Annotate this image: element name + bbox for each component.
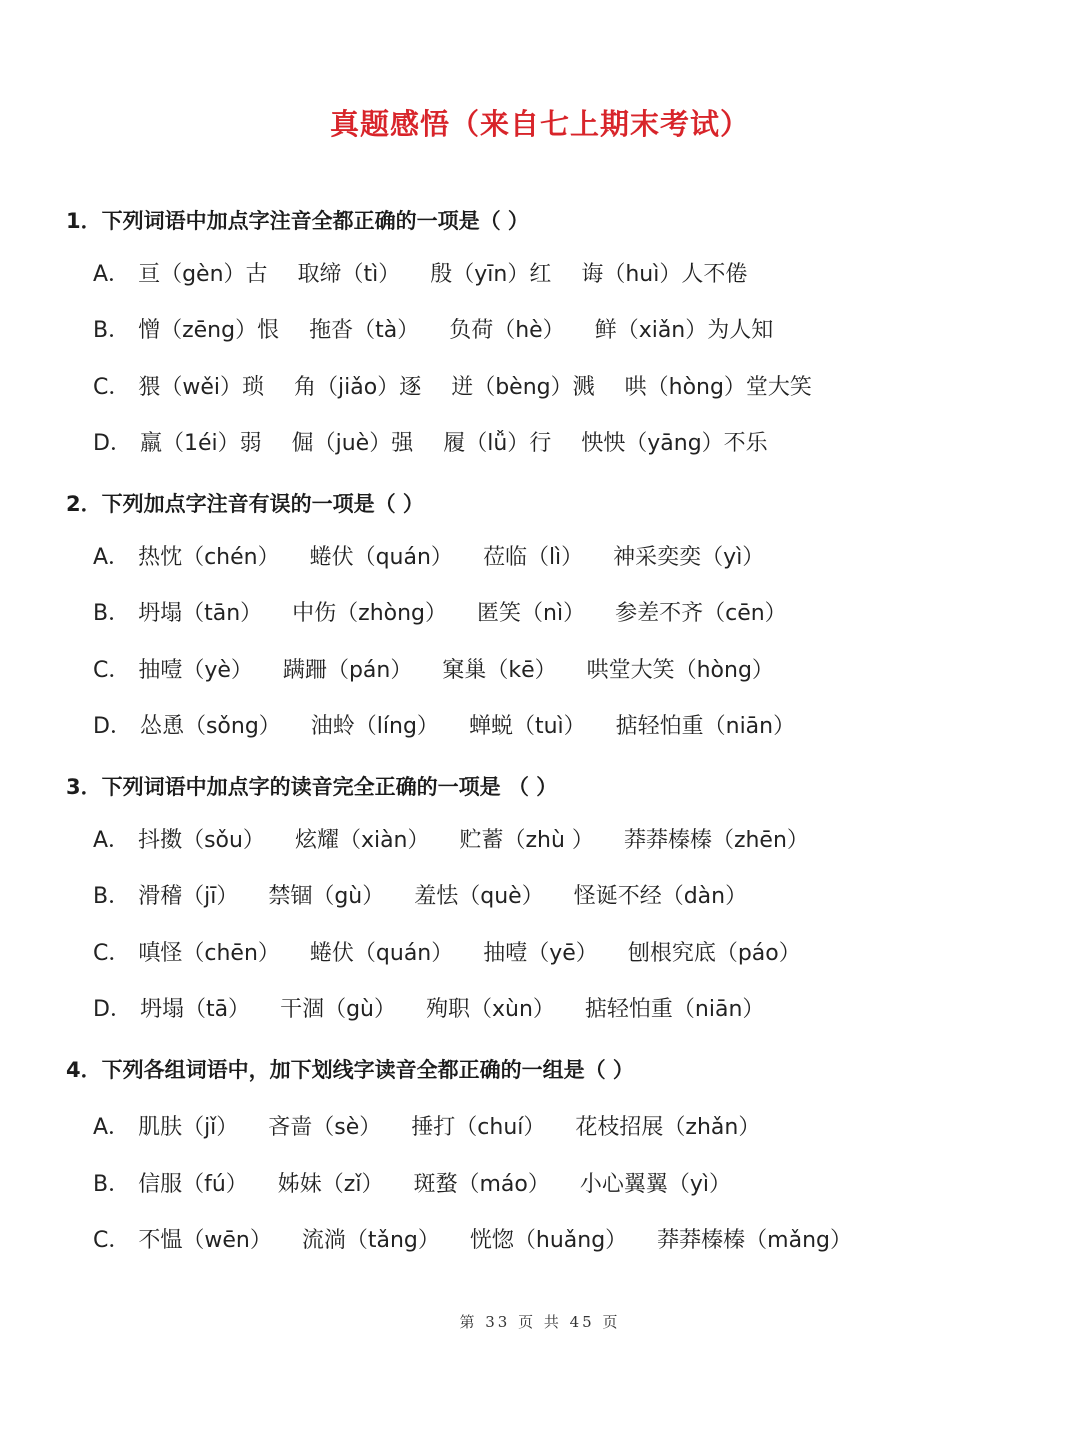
option-item: 倔（juè）强: [291, 431, 414, 456]
option-letter: A．: [93, 1115, 131, 1140]
option-item: 鲜（xiǎn）为人知: [594, 318, 774, 343]
option-row-a: [93, 823, 809, 853]
option-letter: B．: [93, 318, 131, 343]
option-row-c: [93, 1223, 852, 1253]
option-item: 负荷（hè）: [449, 318, 565, 343]
option-letter: C．: [93, 375, 131, 400]
option-item: 恍惚（huǎng）: [469, 1228, 628, 1253]
option-item: 迸（bèng）溅: [451, 375, 595, 400]
option-item: 哄（hòng）堂大笑: [624, 375, 812, 400]
option-letter: A．: [93, 828, 131, 853]
option-letter: C．: [93, 658, 131, 683]
option-item: 抖擞（sǒu）: [138, 828, 265, 853]
option-item: 抽噎（yē）: [483, 941, 598, 966]
option-item: 滑稽（jī）: [138, 884, 239, 909]
option-item: 莅临（lì）: [482, 545, 584, 570]
option-item: 肌肤（jǐ）: [138, 1115, 239, 1140]
option-item: 怂恿（sǒng）: [139, 714, 281, 739]
option-item: 干涸（gù）: [280, 997, 396, 1022]
option-row-d: [93, 992, 764, 1022]
option-item: 匿笑（nì）: [477, 601, 586, 626]
option-item: 猥（wěi）琐: [138, 375, 265, 400]
option-item: 中伤（zhòng）: [292, 601, 448, 626]
option-letter: D．: [93, 714, 132, 739]
option-item: 怪诞不经（dàn）: [573, 884, 748, 909]
option-row-a: [93, 540, 764, 570]
option-item: 热忱（chén）: [138, 545, 280, 570]
option-item: 蹒跚（pán）: [282, 658, 413, 683]
page-footer: 第 33 页 共 45 页: [459, 1313, 621, 1331]
option-row-c: [93, 370, 812, 400]
option-row-b: [93, 596, 787, 626]
option-item: 神采奕奕（yì）: [613, 545, 765, 570]
option-item: 油蛉（líng）: [310, 714, 439, 739]
option-letter: A．: [93, 262, 131, 287]
option-letter: D．: [93, 997, 132, 1022]
option-item: 不愠（wēn）: [138, 1228, 272, 1253]
option-letter: C．: [93, 1228, 131, 1253]
option-row-b: [93, 879, 747, 909]
option-item: 坍塌（tān）: [138, 601, 263, 626]
option-item: 羸（1éi）弱: [139, 431, 262, 456]
option-item: 亘（gèn）古: [138, 262, 268, 287]
option-row-b: [93, 313, 773, 343]
option-item: 怏怏（yāng）不乐: [581, 431, 768, 456]
option-letter: B．: [93, 601, 131, 626]
option-item: 莽莽榛榛（zhēn）: [623, 828, 809, 853]
option-item: 哄堂大笑（hòng）: [586, 658, 774, 683]
question-stem: 1．下列词语中加点字注音全都正确的一项是（ ）: [66, 209, 529, 233]
option-letter: D．: [93, 431, 132, 456]
option-item: 拖沓（tà）: [309, 318, 420, 343]
option-item: 蜷伏（quán）: [309, 941, 454, 966]
option-row-d: [93, 426, 768, 456]
option-letter: A．: [93, 545, 131, 570]
option-item: 嗔怪（chēn）: [138, 941, 280, 966]
option-item: 角（jiǎo）逐: [294, 375, 422, 400]
option-item: 窠巢（kē）: [442, 658, 557, 683]
option-row-c: [93, 653, 774, 683]
option-item: 姊妹（zǐ）: [277, 1172, 384, 1197]
option-letter: C．: [93, 941, 131, 966]
option-item: 憎（zēng）恨: [138, 318, 280, 343]
option-row-c: [93, 936, 801, 966]
question-stem: 3．下列词语中加点字的读音完全正确的一项是 （ ）: [66, 775, 558, 799]
option-item: 炫耀（xiàn）: [294, 828, 430, 853]
option-item: 羞怯（què）: [414, 884, 544, 909]
option-item: 抽噎（yè）: [138, 658, 253, 683]
option-item: 莽莽榛榛（mǎng）: [657, 1228, 852, 1253]
option-row-d: [93, 709, 795, 739]
option-row-b: [93, 1167, 731, 1197]
option-item: 捶打（chuí）: [411, 1115, 546, 1140]
option-item: 蜷伏（quán）: [309, 545, 453, 570]
option-item: 殉职（xùn）: [425, 997, 555, 1022]
option-item: 蝉蜕（tuì）: [468, 714, 586, 739]
option-item: 贮蓄（zhù ）: [459, 828, 594, 853]
option-item: 参差不齐（cēn）: [615, 601, 787, 626]
option-letter: B．: [93, 1172, 131, 1197]
option-item: 履（lǚ）行: [443, 431, 552, 456]
question-stem: 4．下列各组词语中，加下划线字读音全都正确的一组是（ ）: [66, 1058, 634, 1082]
option-item: 掂轻怕重（niān）: [584, 997, 765, 1022]
option-item: 斑蝥（máo）: [413, 1172, 550, 1197]
option-item: 殷（yīn）红: [430, 262, 552, 287]
option-item: 坍塌（tā）: [139, 997, 251, 1022]
option-item: 诲（huì）人不倦: [581, 262, 748, 287]
option-item: 刨根究底（páo）: [627, 941, 801, 966]
option-row-a: [93, 1110, 760, 1140]
option-row-a: [93, 257, 747, 287]
option-letter: B．: [93, 884, 131, 909]
page-title: 真题感悟（来自七上期末考试）: [329, 107, 750, 141]
option-item: 取缔（tì）: [297, 262, 401, 287]
option-item: 掂轻怕重（niān）: [615, 714, 796, 739]
option-item: 吝啬（sè）: [268, 1115, 382, 1140]
option-item: 流淌（tǎng）: [301, 1228, 440, 1253]
option-item: 花枝招展（zhǎn）: [575, 1115, 761, 1140]
question-stem: 2．下列加点字注音有误的一项是（ ）: [66, 492, 424, 516]
option-item: 小心翼翼（yì）: [579, 1172, 731, 1197]
option-item: 禁锢（gù）: [268, 884, 385, 909]
option-item: 信服（fú）: [138, 1172, 248, 1197]
